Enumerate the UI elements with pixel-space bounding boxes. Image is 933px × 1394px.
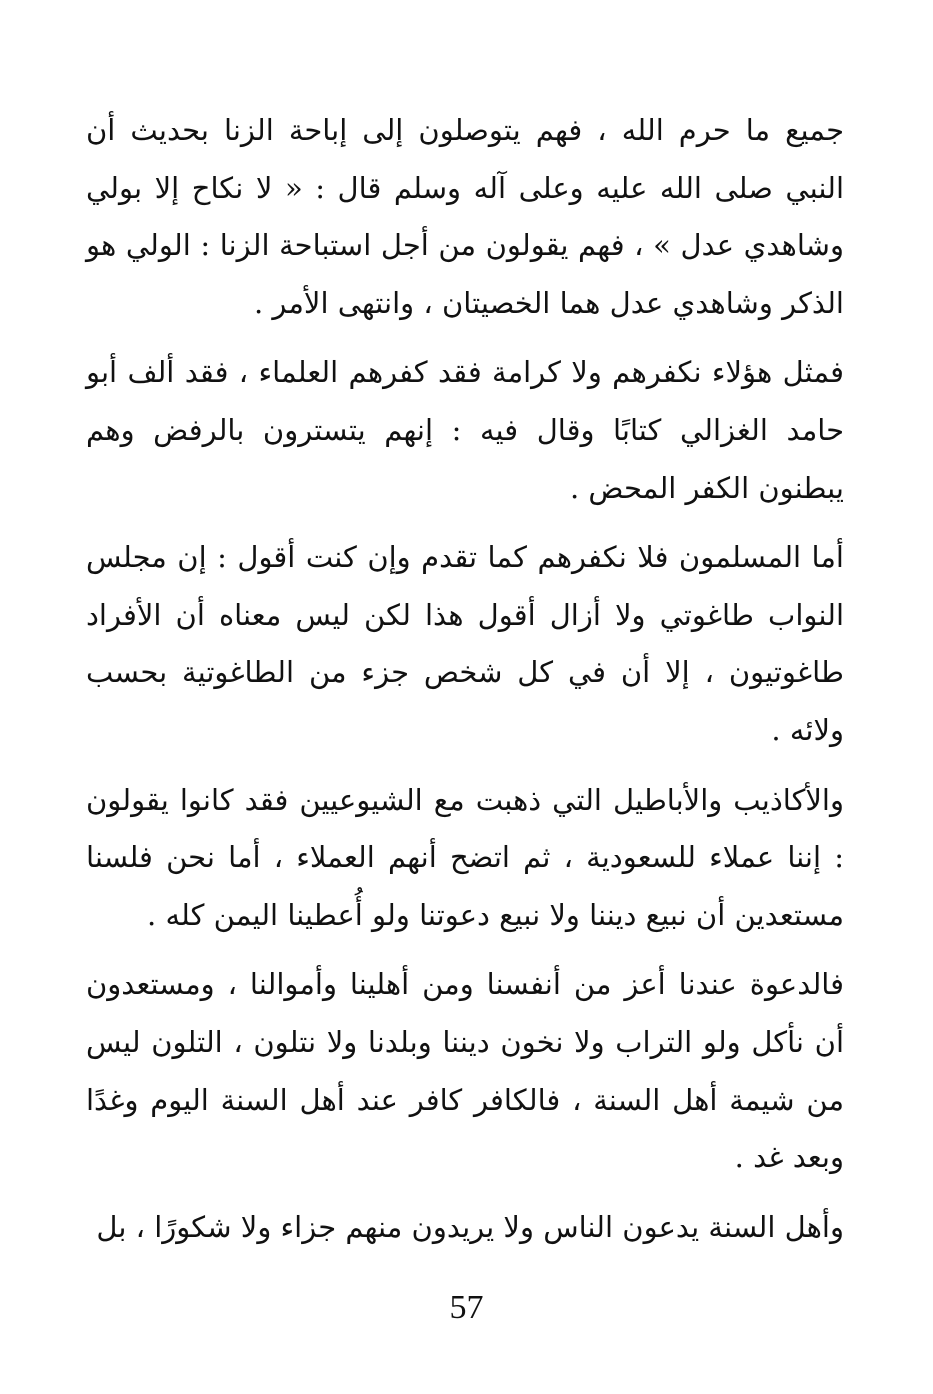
paragraph-6: وأهل السنة يدعون الناس ولا يريدون منهم جزاء ولا شكورًا ، بل — [96, 1209, 844, 1244]
paragraph-5: فالدعوة عندنا أعز من أنفسنا ومن أهلينا وأموالنا ، ومستعدون أن نأكل ولو التراب ولا نخون ديننا وبلدنا ولا نتلون ، التلون ليس من شيمة أهل السنة ، فالكافر كافر عند أهل السنة اليوم وغدًا وبعد غد . — [86, 967, 844, 1175]
paragraph-4: والأكاذيب والأباطيل التي ذهبت مع الشيوعيين فقد كانوا يقولون : إننا عملاء للسعودية ، ثم اتضح أنهم العملاء ، أما نحن فلسنا مستعدين أن نبيع ديننا ولا نبيع دعوتنا ولو أُعطينا اليمن كله . — [86, 782, 844, 932]
paragraph-2: فمثل هؤلاء نكفرهم ولا كرامة فقد كفرهم العلماء ، فقد ألف أبو حامد الغزالي كتابًا وقال فيه : إنهم يتسترون بالرفض وهم يبطنون الكفر المحض . — [86, 355, 844, 505]
body-text — [86, 102, 844, 1256]
page-number: 57 — [449, 1289, 484, 1326]
paragraph-1: جميع ما حرم الله ، فهم يتوصلون إلى إباحة الزنا بحديث أن النبي صلى الله عليه وعلى آله وسلم قال : « لا نكاح إلا بولي وشاهدي عدل » ، فهم يقولون من أجل استباحة الزنا : الولي هو الذكر وشاهدي عدل هما الخصيتان ، وانتهى الأمر . — [86, 113, 844, 320]
paragraph-3: أما المسلمون فلا نكفرهم كما تقدم وإن كنت أقول : إن مجلس النواب طاغوتي ولا أزال أقول هذا لكن ليس معناه أن الأفراد طاغوتيون ، إلا أن في كل شخص جزء من الطاغوتية بحسب ولائه . — [86, 540, 844, 747]
